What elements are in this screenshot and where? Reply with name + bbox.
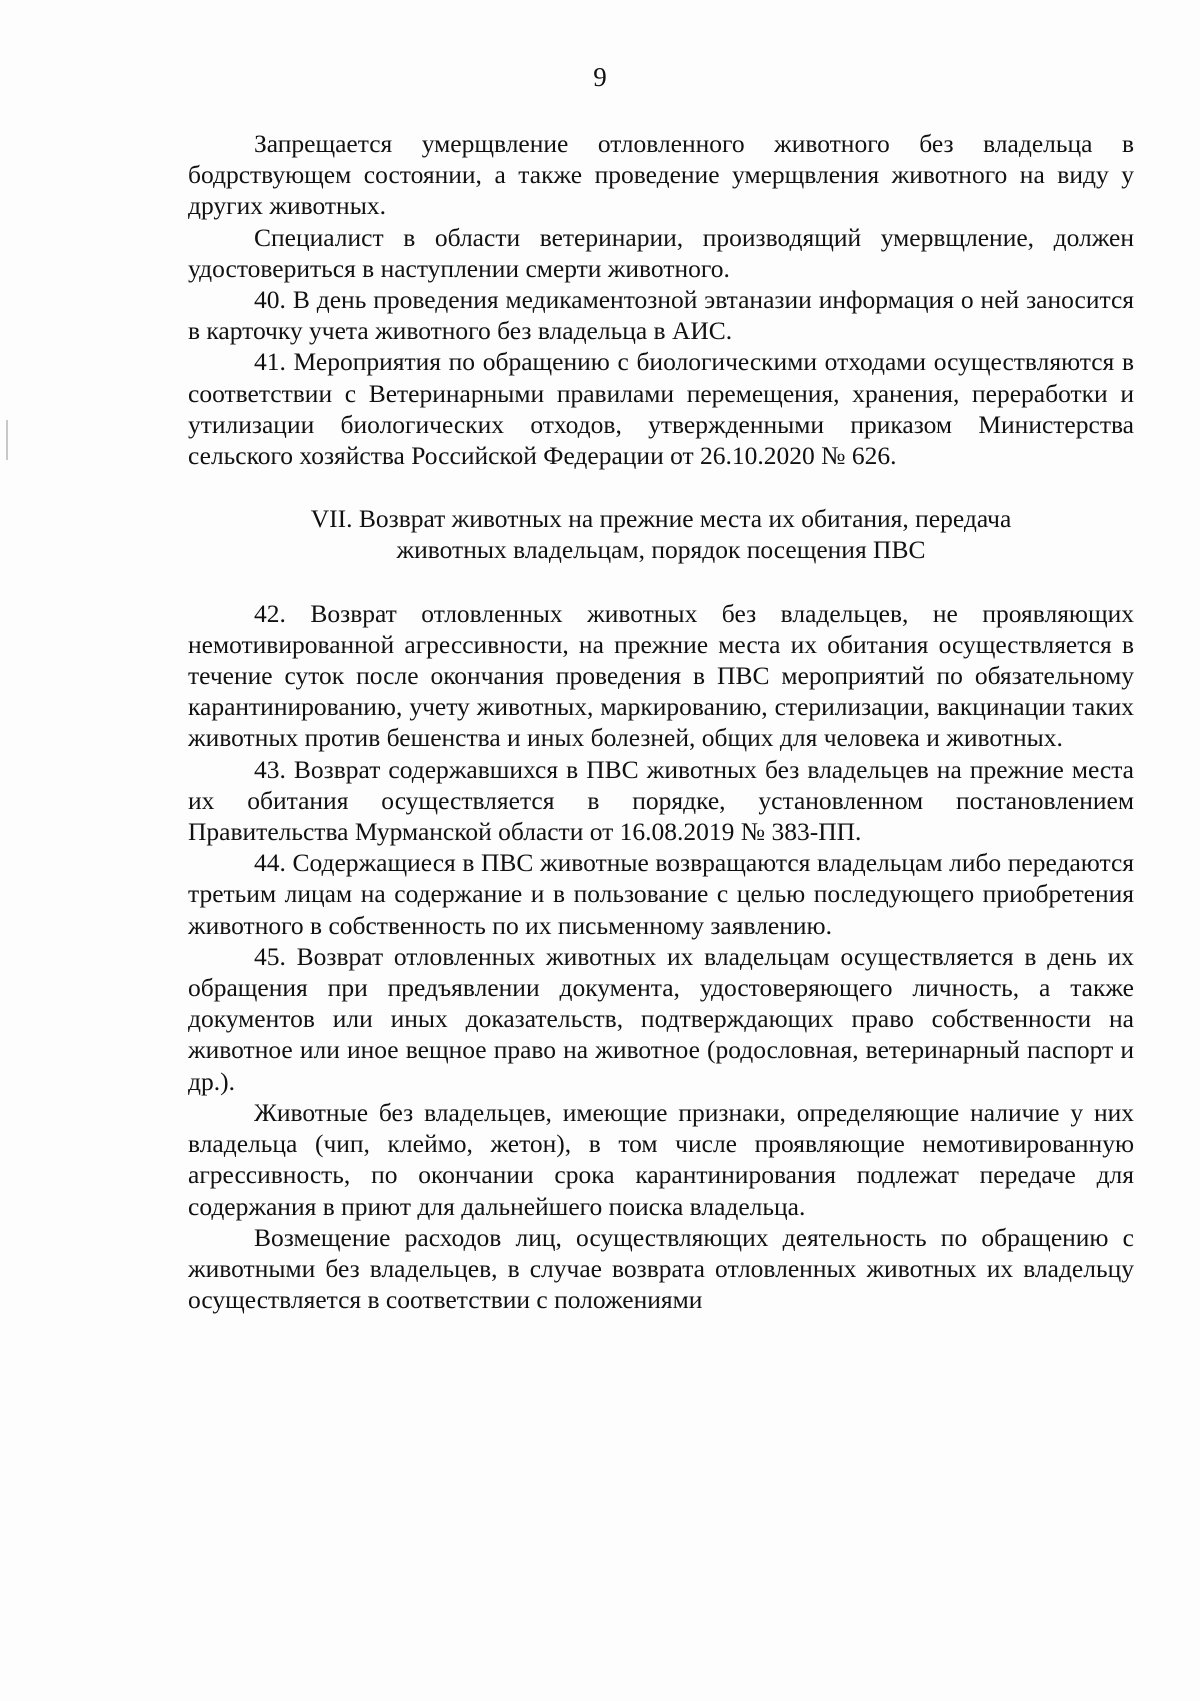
paragraph-item-41: 41. Мероприятия по обращению с биологическими отходами осуществляются в соответствии с Ветеринарными правилами перемещения, хранения, переработки и утилизации биологических отходов, утвержденными приказом Министерства сельского хозяйства Российской Федерации от 26.10.2020 № 626. xyxy=(188,347,1134,471)
document-body xyxy=(188,128,1134,1315)
paragraph-item-44: 44. Содержащиеся в ПВС животные возвращаются владельцам либо передаются третьим лицам на содержание и в пользование с целью последующего приобретения животного в собственность по их письменному заявлению. xyxy=(188,848,1134,940)
paragraph-item-45: 45. Возврат отловленных животных их владельцам осуществляется в день их обращения при предъявлении документа, удостоверяющего личность, а также документов или иных доказательств, подтверждающих право собственности на животное или иное вещное право на животное (родословная, ветеринарный паспорт и др.). xyxy=(188,941,1134,1096)
paragraph-item-43: 43. Возврат содержавшихся в ПВС животных без владельцев на прежние места их обитания осуществляется в порядке, установленном постановлением Правительства Мурманской области от 16.08.2019 № 383-ПП. xyxy=(188,754,1134,847)
paragraph-death-confirmation: Специалист в области ветеринарии, производящий умервщление, должен удостовериться в наступлении смерти животного. xyxy=(188,222,1134,283)
section-heading: VII. Возврат животных на прежние места их обитания, передача животных владельцам, порядок посещения ПВС xyxy=(310,504,1012,565)
paragraph-identified-animals: Животные без владельцев, имеющие признаки, определяющие наличие у них владельца (чип, клеймо, жетон), в том числе проявляющие немотивированную агрессивность, по окончании срока карантинирования подлежат передаче для содержания в приют для дальнейшего поиска владельца. xyxy=(188,1097,1134,1221)
scan-edge-mark xyxy=(6,420,8,460)
paragraph-item-40: 40. В день проведения медикаментозной эвтаназии информация о ней заносится в карточку учета животного без владельца в АИС. xyxy=(188,285,1134,346)
paragraph-item-42: 42. Возврат отловленных животных без владельцев, не проявляющих немотивированной агрессивности, на прежние места их обитания осуществляется в течение суток после окончания проведения в ПВС мероприятий по обязательному карантинированию, учету животных, маркированию, стерилизации, вакцинации таких животных против бешенства и иных болезней, общих для человека и животных. xyxy=(188,598,1134,753)
page-number: 9 xyxy=(593,62,607,92)
paragraph-euthanasia-prohibition: Запрещается умерщвление отловленного животного без владельца в бодрствующем состоянии, а также проведение умерщвления животного на виду у других животных. xyxy=(188,129,1134,221)
paragraph-expense-reimbursement: Возмещение расходов лиц, осуществляющих деятельность по обращению с животными без владельцев, в случае возврата отловленных животных их владельцу осуществляется в соответствии с положениями xyxy=(188,1222,1134,1315)
